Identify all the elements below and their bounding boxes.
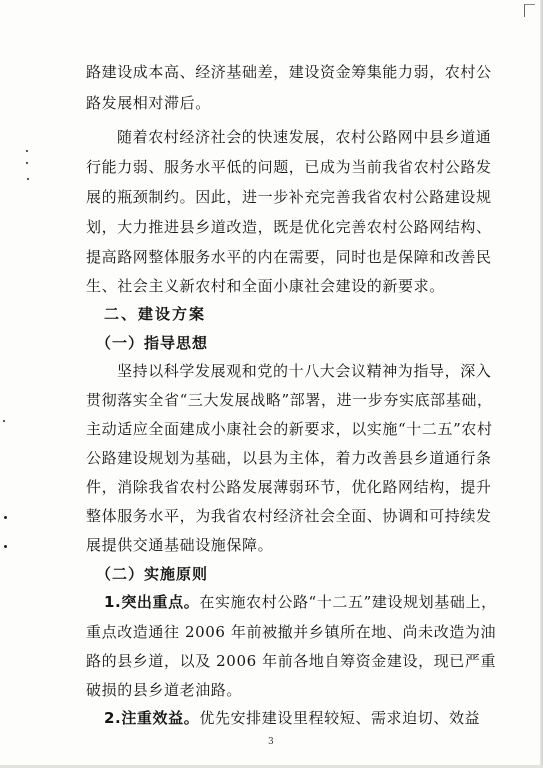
body-line: 生、社会主义新农村和全面小康社会建设的新要求。: [86, 277, 445, 295]
body-line: 路的县乡道，以及 2006 年前各地自筹资金建设，现已严重: [86, 652, 497, 670]
body-line: 重点改造通往 2006 年前被撤并乡镇所在地、尚未改造为油: [86, 623, 497, 641]
body-line: 行能力弱、服务水平低的问题，已成为当前我省农村公路发: [86, 158, 492, 176]
principle-1-lead: 1.突出重点。: [104, 593, 200, 611]
sub-heading-guiding-ideology: （一）指导思想: [96, 334, 209, 352]
scan-speck: [3, 420, 5, 422]
principle-1-first-line: [104, 592, 497, 612]
principle-2-first-line: [104, 708, 480, 728]
scan-speck: [27, 178, 29, 180]
body-line: 展的瓶颈制约。因此，进一步补充完善我省农村公路建设规: [86, 188, 492, 206]
page-number: 3: [268, 737, 274, 747]
body-line: 坚持以科学发展观和党的十八大会议精神为指导，深入: [117, 362, 492, 380]
scan-speck: [26, 162, 28, 164]
body-line: 展提供交通基础设施保障。: [86, 536, 274, 554]
scan-speck: [4, 545, 7, 548]
body-line: 主动适应全面建成小康社会的新要求，以实施“十二五”农村: [86, 420, 493, 438]
body-line: 贯彻落实全省“三大发展战略”部署，进一步夯实底部基础，: [86, 391, 493, 409]
body-line: 提高路网整体服务水平的内在需要，同时也是保障和改善民: [86, 248, 492, 266]
body-line: 整体服务水平，为我省农村经济社会全面、协调和可持续发: [86, 507, 492, 525]
body-line: 公路建设规划为基础，以县为主体，着力改善县乡道通行条: [86, 449, 492, 467]
principle-2-text: 优先安排建设里程较短、需求迫切、效益: [199, 709, 481, 727]
section-heading: 二、建设方案: [104, 305, 207, 323]
principle-2-lead: 2.注重效益。: [104, 709, 200, 727]
body-line: 破损的县乡道老油路。: [86, 681, 243, 699]
sub-heading-implementation-principles: （二）实施原则: [96, 565, 209, 583]
body-line: 随着农村经济社会的快速发展，农村公路网中县乡道通: [117, 128, 492, 146]
principle-1-text: 在实施农村公路“十二五”建设规划基础上，: [199, 593, 497, 611]
body-line: 件，消除我省农村公路发展薄弱环节，优化路网结构，提升: [86, 478, 492, 496]
scan-speck: [4, 516, 7, 519]
body-line: 划，大力推进县乡道改造，既是优化完善农村公路网结构、: [86, 218, 492, 236]
scan-speck: [26, 150, 28, 152]
body-line: 路建设成本高、经济基础差，建设资金筹集能力弱，农村公: [86, 63, 492, 81]
scan-corner-mark: [524, 4, 535, 17]
body-line: 路发展相对滞后。: [86, 94, 211, 112]
